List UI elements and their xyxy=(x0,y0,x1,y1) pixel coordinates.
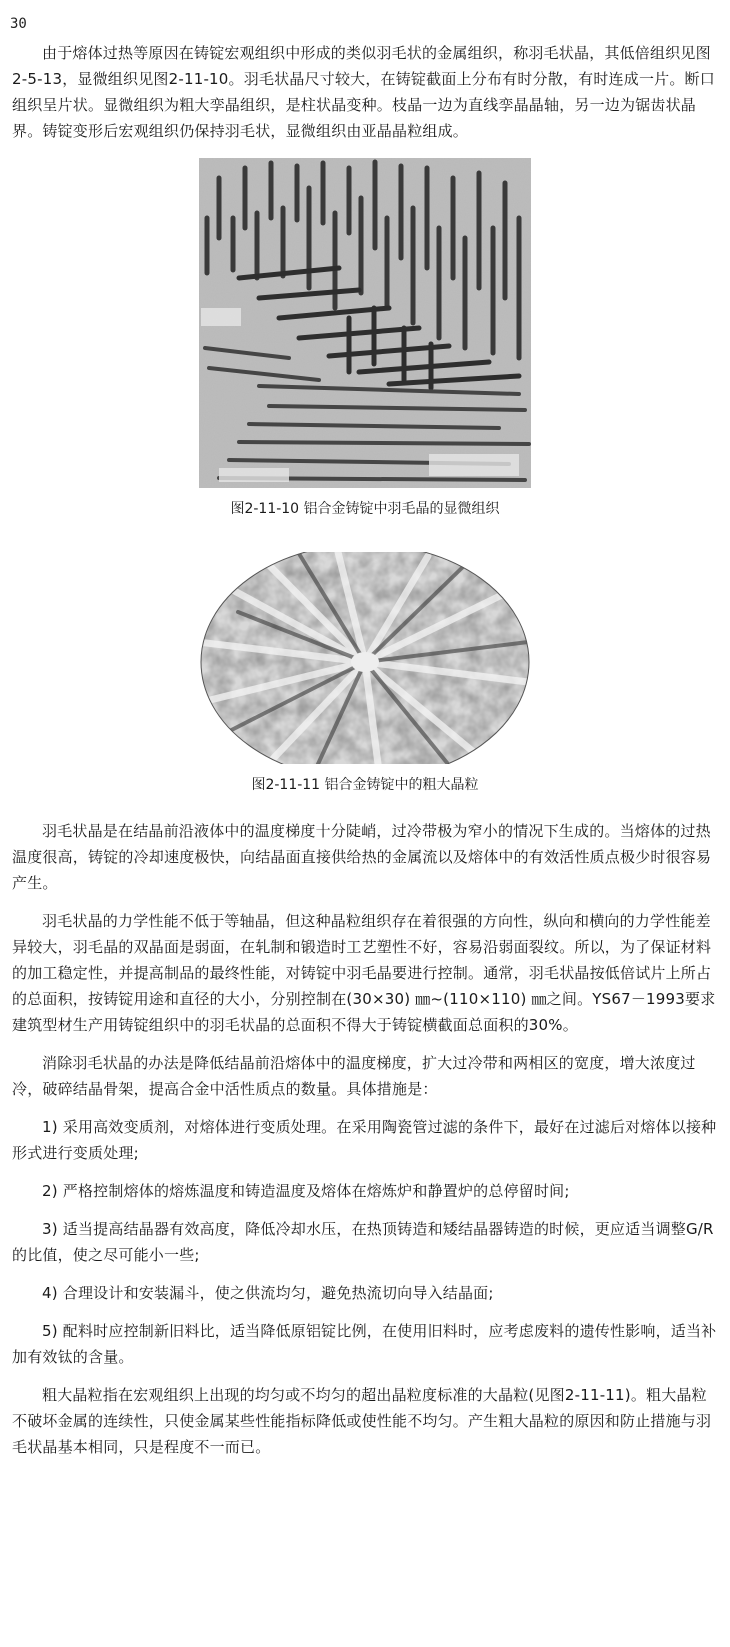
measure-item: 3) 适当提高结晶器有效高度，降低冷却水压，在热顶铸造和矮结晶器铸造的时候，更应适当调整G/R的比值，使之尽可能小一些; xyxy=(12,1220,714,1264)
figure-2-11-11-caption: 图2-11-11 铝合金铸锭中的粗大晶粒 xyxy=(251,777,479,793)
paragraph-mechanical-properties: 羽毛状晶的力学性能不低于等轴晶，但这种晶粒组织存在着很强的方向性，纵向和横向的力学性能差异较大，羽毛晶的双晶面是弱面，在轧制和锻造时工艺塑性不好，容易沿弱面裂纹。所以，为了保证材料的加工稳定性，并提高制品的最终性能，对铸锭中羽毛晶要进行控制。通常，羽毛状晶按低倍试片上所占的总面积，按铸锭用途和直径的大小，分别控制在(30×30) ㎜~(110×110) ㎜之间。YS67－1993要求建筑型材生产用铸锭组织中的羽毛状晶的总面积不得大于铸锭横截面总面积的30%。 xyxy=(12,912,716,1034)
figure-2-11-10 xyxy=(12,158,718,518)
coarse-grain-macrograph xyxy=(198,552,532,764)
paragraph-formation-conditions: 羽毛状晶是在结晶前沿液体中的温度梯度十分陡峭，过冷带极为窄小的情况下生成的。当熔体的过热温度很高，铸锭的冷却速度极快，向结晶面直接供给热的金属流以及熔体中的有效活性质点极少时很容易产生。 xyxy=(12,822,712,892)
paragraph-feather-crystal-intro: 由于熔体过热等原因在铸锭宏观组织中形成的类似羽毛状的金属组织，称羽毛状晶，其低倍组织见图2-5-13，显微组织见图2-11-10。羽毛状晶尺寸较大，在铸锭截面上分布有时分散，有时连成一片。断口组织呈片状。显微组织为粗大孪晶组织，是柱状晶变种。枝晶一边为直线孪晶晶轴，另一边为锯齿状晶界。铸锭变形后宏观组织仍保持羽毛状，显微组织由亚晶晶粒组成。 xyxy=(12,44,715,140)
paragraph-coarse-grains: 粗大晶粒指在宏观组织上出现的均匀或不均匀的超出晶粒度标准的大晶粒(见图2-11-11)。粗大晶粒不破坏金属的连续性，只使金属某些性能指标降低或使性能不均匀。产生粗大晶粒的原因和防止措施与羽毛状晶基本相同，只是程度不一而已。 xyxy=(12,1386,712,1456)
article-body xyxy=(12,40,718,1460)
page-number: 30 xyxy=(10,16,27,32)
measure-item: 1) 采用高效变质剂，对熔体进行变质处理。在采用陶瓷管过滤的条件下，最好在过滤后对熔体以接种形式进行变质处理; xyxy=(12,1118,717,1162)
measure-item: 4) 合理设计和安装漏斗，使之供流均匀，避免热流切向导入结晶面; xyxy=(42,1284,494,1302)
figure-2-11-11 xyxy=(12,552,718,794)
measure-item: 5) 配料时应控制新旧料比，适当降低原铝锭比例，在使用旧料时，应考虑废料的遗传性影响，适当补加有效钛的含量。 xyxy=(12,1322,717,1366)
paragraph-elimination-methods: 消除羽毛状晶的办法是降低结晶前沿熔体中的温度梯度，扩大过冷带和两相区的宽度，增大浓度过冷，破碎结晶骨架，提高合金中活性质点的数量。具体措施是： xyxy=(12,1054,696,1098)
feather-crystal-micrograph xyxy=(199,158,531,488)
figure-2-11-10-caption: 图2-11-10 铝合金铸锭中羽毛晶的显微组织 xyxy=(230,501,500,517)
measure-item: 2) 严格控制熔体的熔炼温度和铸造温度及熔体在熔炼炉和静置炉的总停留时间; xyxy=(42,1182,570,1200)
